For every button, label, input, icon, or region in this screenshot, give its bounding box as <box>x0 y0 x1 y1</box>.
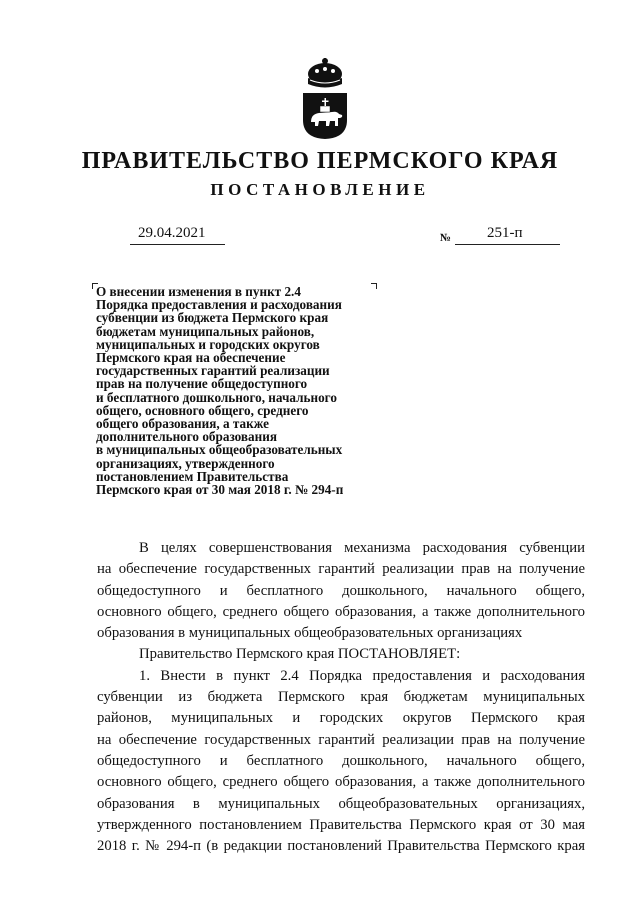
subject-line: государственных гарантий реализации <box>96 363 330 379</box>
date-underline <box>130 244 225 245</box>
body-line: на обеспечение государственных гарантий реализации прав на получение <box>97 731 585 748</box>
document-subject <box>96 285 406 496</box>
body-line: 1. Внести в пункт 2.4 Порядка предоставления и расходования <box>139 667 585 684</box>
document-date: 29.04.2021 <box>138 225 206 241</box>
body-line: В целях совершенствования механизма расходования субвенции <box>139 540 585 556</box>
subject-line: общего образования, а также <box>96 416 269 432</box>
body-line: основного общего, среднего общего образования, а также дополнительного <box>97 603 585 620</box>
perm-krai-coat-of-arms-icon <box>300 56 350 140</box>
document-type: ПОСТАНОВЛЕНИЕ <box>210 180 430 199</box>
subject-line: Пермского края на обеспечение <box>96 350 286 366</box>
body-line: районов, муниципальных и городских округов Пермского края <box>97 710 585 727</box>
subject-line: постановлением Правительства <box>96 468 289 484</box>
body-line: общедоступного и бесплатного дошкольного, начального общего, <box>97 582 585 599</box>
subject-line: О внесении изменения в пункт 2.4 <box>96 284 301 299</box>
body-line: основного общего, среднего общего образования, а также дополнительного <box>97 774 585 791</box>
subject-line: и бесплатного дошкольного, начального <box>96 389 337 405</box>
body-line: утвержденного постановлением Правительства Пермского края от 30 мая <box>97 816 585 833</box>
body-line: субвенции из бюджета Пермского края бюджетам муниципальных <box>97 689 585 706</box>
number-label: № <box>440 232 452 244</box>
government-title: ПРАВИТЕЛЬСТВО ПЕРМСКОГО КРАЯ <box>81 148 559 174</box>
subject-line: бюджетам муниципальных районов, <box>96 323 315 339</box>
subject-line: субвенции из бюджета Пермского края <box>96 310 329 326</box>
subject-line: общего, основного общего, среднего <box>96 402 309 418</box>
body-line: 2018 г. № 294-п (в редакции постановлений Правительства Пермского края <box>97 838 585 855</box>
subject-line: Пермского края от 30 мая 2018 г. № 294-п <box>96 482 344 498</box>
subject-line: Порядка предоставления и расходования <box>96 297 342 313</box>
subject-line: прав на получение общедоступного <box>96 376 308 392</box>
subject-line: дополнительного образования <box>96 429 277 445</box>
body-line: Правительство Пермского края ПОСТАНОВЛЯЕТ: <box>139 646 461 663</box>
body-line: общедоступного и бесплатного дошкольного, начального общего, <box>97 752 585 769</box>
subject-line: в муниципальных общеобразовательных <box>96 442 343 458</box>
subject-line: муниципальных и городских округов <box>96 336 320 352</box>
document-number: 251-п <box>487 225 523 241</box>
body-line: образования в муниципальных общеобразовательных организациях <box>97 625 523 642</box>
body-line: на обеспечение государственных гарантий реализации прав на получение <box>97 561 585 578</box>
number-underline <box>455 244 560 245</box>
subject-line: организациях, утвержденного <box>96 455 275 471</box>
document-body <box>97 538 585 857</box>
body-line: образования в муниципальных общеобразовательных организациях, <box>97 795 585 812</box>
